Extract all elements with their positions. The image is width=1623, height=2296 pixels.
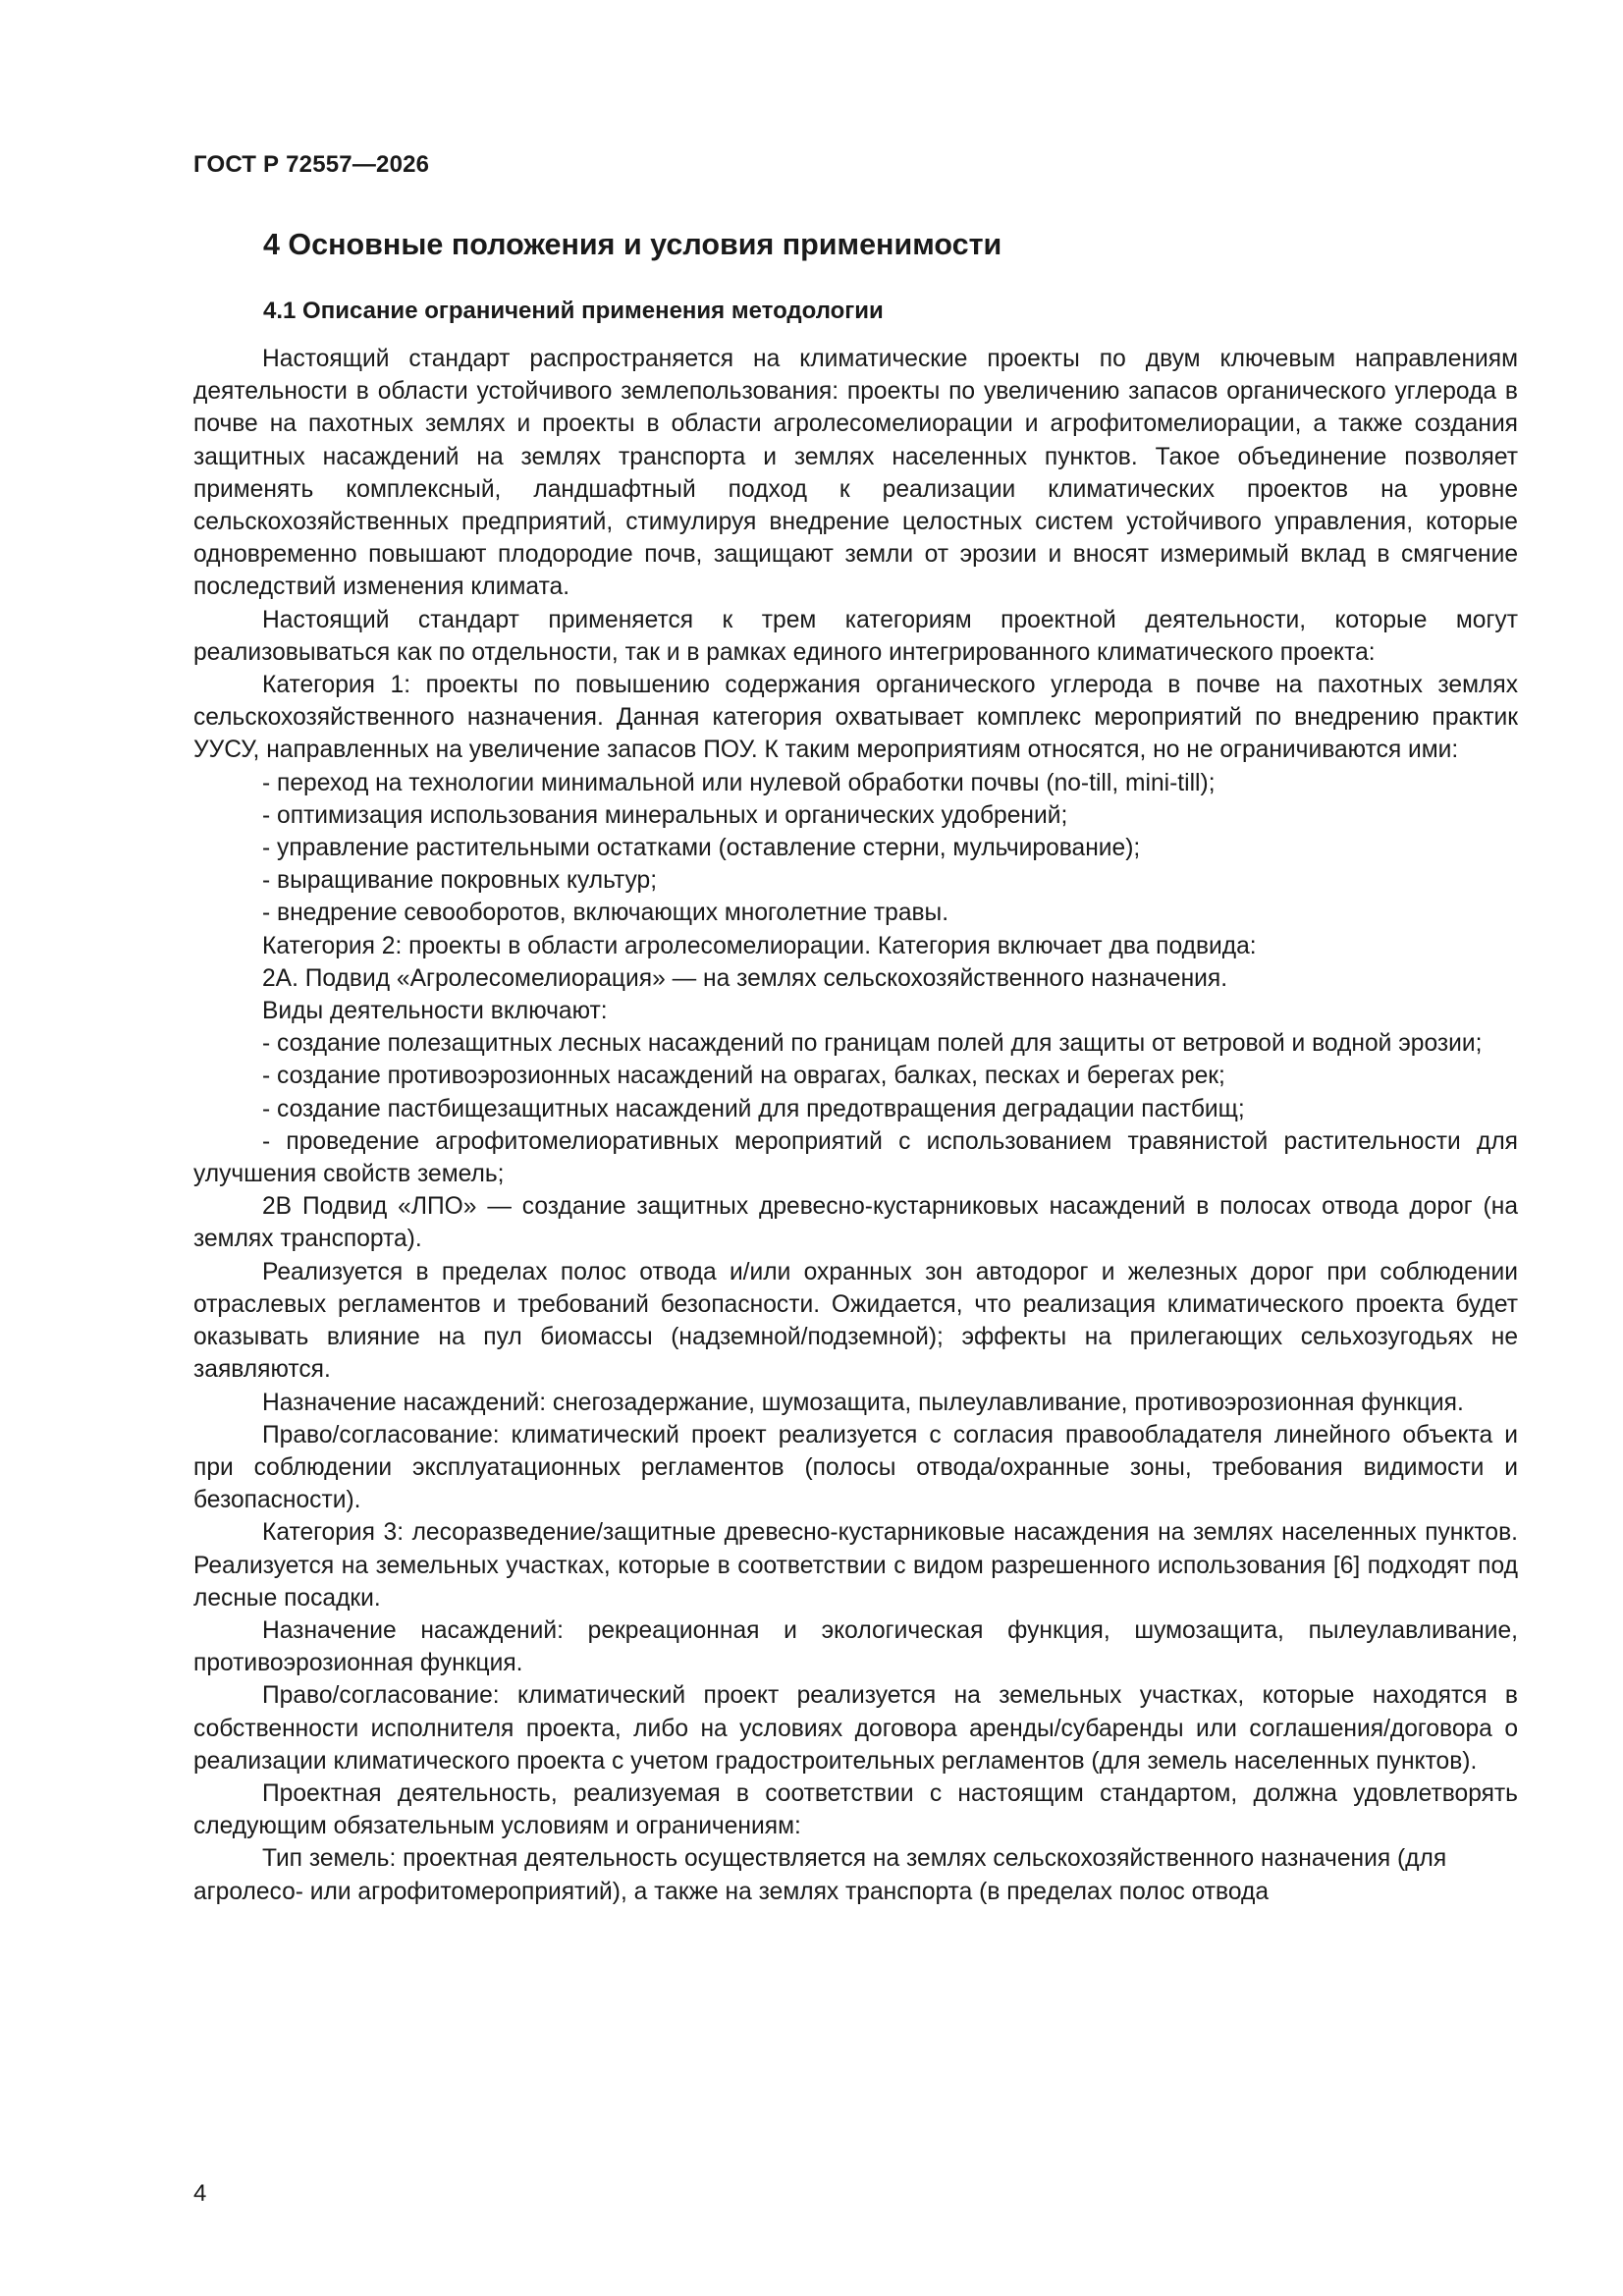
list-item: - внедрение севооборотов, включающих многолетние травы. <box>262 900 949 927</box>
paragraph: Категория 3: лесоразведение/защитные древесно-кустарниковые насаждения на землях населенных пунктов. Реализуется на земельных участках, которые в соответствии с видом разрешенного использования [6] подходят под лесные посадки. <box>193 1519 1518 1612</box>
list-item: - выращивание покровных культур; <box>262 867 658 895</box>
paragraph: Право/согласование: климатический проект реализуется с согласия правообладателя линейного объекта и при соблюдении эксплуатационных регламентов (полосы отвода/охранные зоны, требования видимости и безопасности). <box>193 1421 1518 1514</box>
paragraph: 2А. Подвид «Агролесомелиорация» — на землях сельскохозяйственного назначения. <box>262 964 1228 992</box>
paragraph: 2В Подвид «ЛПО» — создание защитных древесно-кустарниковых насаждений в полосах отвода дорог (на землях транспорта). <box>193 1193 1518 1253</box>
list-item: - создание противоэрозионных насаждений на оврагах, балках, песках и берегах рек; <box>262 1063 1225 1090</box>
paragraph: Реализуется в пределах полос отвода и/или охранных зон автодорог и железных дорог при соблюдении отраслевых регламентов и требований безопасности. Ожидается, что реализация климатического проекта будет оказывать влияние на пул биомассы (надземной/подземной); эффекты на прилегающих сельхозугодьях не заявляются. <box>193 1258 1518 1384</box>
section-title: 4 Основные положения и условия применимости <box>263 228 1002 261</box>
subsection-title: 4.1 Описание ограничений применения методологии <box>263 298 884 324</box>
list-item: - оптимизация использования минеральных и органических удобрений; <box>262 801 1068 829</box>
list-item: - управление растительными остатками (оставление стерни, мульчирование); <box>262 835 1141 862</box>
paragraph: Право/согласование: климатический проект реализуется на земельных участках, которые находятся в собственности исполнителя проекта, либо на условиях договора аренды/субаренды или соглашения/договора о реализации климатического проекта с учетом градостроительных регламентов (для земель населенных пунктов). <box>193 1682 1518 1775</box>
paragraph: Настоящий стандарт применяется к трем категориям проектной деятельности, которые могут реализовываться как по отдельности, так и в рамках единого интегрированного климатического проекта: <box>193 606 1518 666</box>
paragraph: Проектная деятельность, реализуемая в соответствии с настоящим стандартом, должна удовлетворять следующим обязательным условиям и ограничениям: <box>193 1779 1518 1840</box>
paragraph: Категория 2: проекты в области агролесомелиорации. Категория включает два подвида: <box>262 932 1257 959</box>
paragraph: Виды деятельности включают: <box>262 998 608 1025</box>
list-item: - переход на технологии минимальной или нулевой обработки почвы (no-till, mini-till); <box>262 769 1216 796</box>
paragraph: Настоящий стандарт распространяется на климатические проекты по двум ключевым направлениям деятельности в области устойчивого землепользования: проекты по увеличению запасов органического углерода в почве на пахотных землях и проекты в области агролесомелиорации и агрофитомелиорации, а также создания защитных насаждений на землях транспорта и землях населенных пунктов. Такое объединение позволяет применять комплексный, ландшафтный подход к реализации климатических проектов на уровне сельскохозяйственных предприятий, стимулируя внедрение целостных систем устойчивого управления, которые одновременно повышают плодородие почв, защищают земли от эрозии и вносят измеримый вклад в смягчение последствий изменения климата. <box>193 346 1518 601</box>
page-number: 4 <box>193 2180 207 2207</box>
list-item: - проведение агрофитомелиоративных мероприятий с использованием травянистой растительности для улучшения свойств земель; <box>193 1127 1518 1188</box>
paragraph: Назначение насаждений: рекреационная и экологическая функция, шумозащита, пылеулавливание, противоэрозионная функция. <box>193 1616 1518 1677</box>
paragraph: Категория 1: проекты по повышению содержания органического углерода в почве на пахотных землях сельскохозяйственного назначения. Данная категория охватывает комплекс мероприятий по внедрению практик УУСУ, направленных на увеличение запасов ПОУ. К таким мероприятиям относятся, но не ограничиваются ими: <box>193 672 1518 764</box>
paragraph: Тип земель: проектная деятельность осуществляется на землях сельскохозяйственного назначения (для агролесо- или агрофитомероприятий), а также на землях транспорта (в пределах полос отвода <box>193 1845 1447 1905</box>
body-text <box>193 343 1518 1908</box>
list-item: - создание полезащитных лесных насаждений по границам полей для защиты от ветровой и водной эрозии; <box>262 1030 1483 1058</box>
paragraph: Назначение насаждений: снегозадержание, шумозащита, пылеулавливание, противоэрозионная функция. <box>262 1389 1464 1416</box>
list-item: - создание пастбищезащитных насаждений для предотвращения деградации пастбищ; <box>262 1095 1245 1122</box>
document-code: ГОСТ Р 72557—2026 <box>193 151 430 178</box>
